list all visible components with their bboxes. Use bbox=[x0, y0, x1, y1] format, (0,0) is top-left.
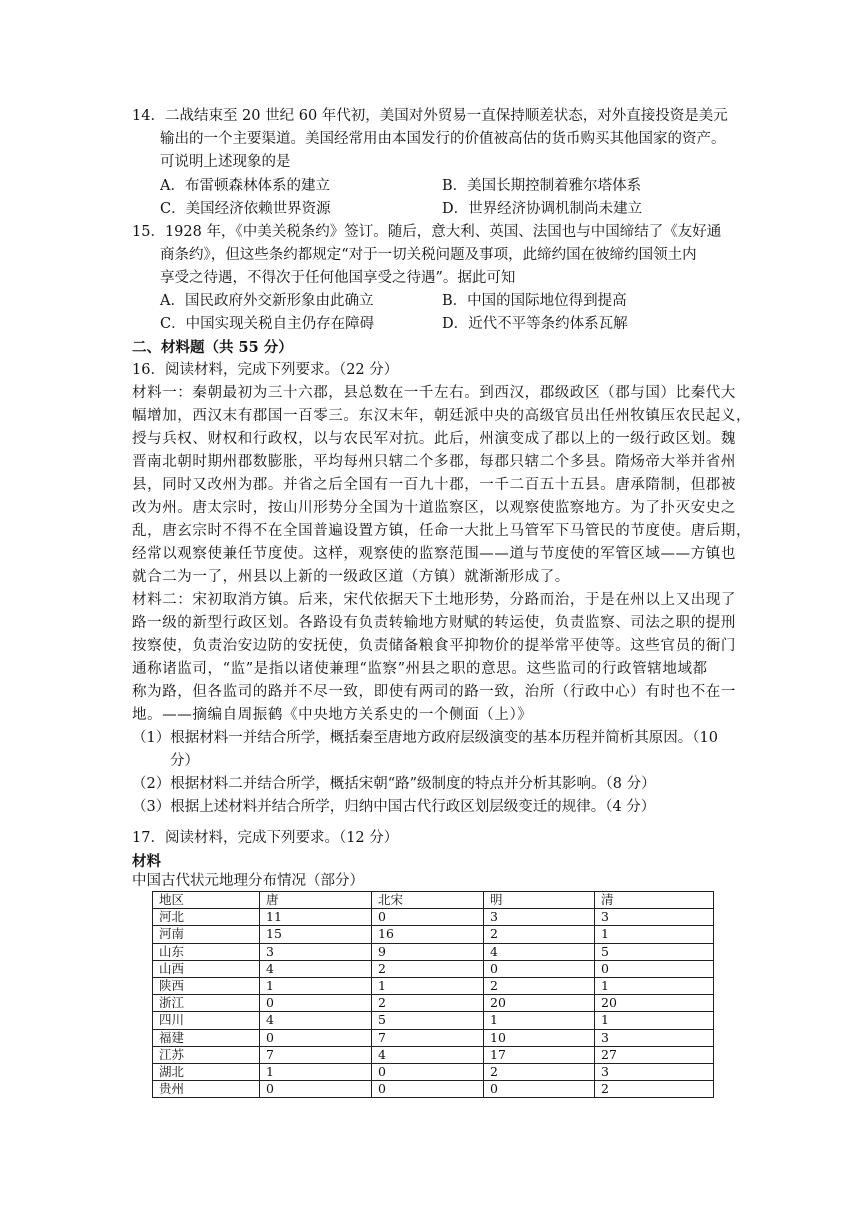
table-cell: 7 bbox=[372, 1029, 484, 1046]
q16-material2-line: 称为路，但各监司的路并不尽一致，即使有两司的路一致，治所（行政中心）有时也不在一 bbox=[132, 684, 736, 700]
table-cell: 0 bbox=[595, 960, 714, 977]
table-cell: 16 bbox=[372, 926, 484, 943]
q14-stem-line2: 输出的一个主要渠道。美国经常用由本国发行的价值被高估的货币购买其他国家的资产。 bbox=[160, 131, 726, 147]
table-row bbox=[153, 943, 714, 960]
table-cell: 2 bbox=[484, 1063, 595, 1080]
table-cell: 0 bbox=[372, 1081, 484, 1098]
table-cell: 11 bbox=[260, 909, 372, 926]
table-row bbox=[153, 1029, 714, 1046]
table-header-row bbox=[153, 892, 714, 909]
q16-material1-line: 乱，唐玄宗时不得不在全国普遍设置方镇，任命一大批上马管军下马管民的节度使。唐后期， bbox=[132, 523, 752, 539]
table-cell: 湖北 bbox=[153, 1063, 260, 1080]
table-cell: 3 bbox=[595, 909, 714, 926]
table-header-cell: 明 bbox=[484, 892, 595, 909]
zhuangyuan-distribution-table bbox=[152, 891, 714, 1098]
table-row bbox=[153, 995, 714, 1012]
q16-subquestion-3: （3）根据上述材料并结合所学，归纳中国古代行政区划层级变迁的规律。（4 分） bbox=[132, 799, 656, 815]
table-row bbox=[153, 909, 714, 926]
q14-option-b: B．美国长期控制着雅尔塔体系 bbox=[442, 178, 642, 194]
q16-subquestion-1-cont: 分） bbox=[170, 753, 199, 769]
table-cell: 20 bbox=[484, 995, 595, 1012]
table-row bbox=[153, 926, 714, 943]
table-cell: 3 bbox=[260, 943, 372, 960]
table-cell: 0 bbox=[372, 1063, 484, 1080]
q16-material1-line: 县，同时又改州为郡。并省之后全国有一百九十郡，一千二百五十五县。唐承隋制，但郡被 bbox=[132, 477, 736, 493]
table-cell: 山东 bbox=[153, 943, 260, 960]
table-cell: 1 bbox=[595, 977, 714, 994]
table-cell: 1 bbox=[260, 977, 372, 994]
table-row bbox=[153, 1012, 714, 1029]
table-cell: 1 bbox=[372, 977, 484, 994]
table-cell: 4 bbox=[260, 960, 372, 977]
table-cell: 贵州 bbox=[153, 1081, 260, 1098]
table-cell: 2 bbox=[595, 1081, 714, 1098]
table-row bbox=[153, 977, 714, 994]
table-cell: 河南 bbox=[153, 926, 260, 943]
table-cell: 4 bbox=[372, 1046, 484, 1063]
table-cell: 3 bbox=[484, 909, 595, 926]
table-cell: 江苏 bbox=[153, 1046, 260, 1063]
table-cell: 福建 bbox=[153, 1029, 260, 1046]
q16-material2-line: 通称诸监司，“监”是指以诸使兼理“监察”州县之职的意思。这些监司的行政管辖地域都 bbox=[132, 661, 708, 677]
q16-material2-line: 路一级的新型行政区划。各路设有负责转输地方财赋的转运使，负责监察、司法之职的提刑 bbox=[132, 615, 736, 631]
q16-material1-line: 经常以观察使兼任节度使。这样，观察使的监察范围——道与节度使的军管区域——方镇也 bbox=[132, 546, 736, 562]
table-cell: 1 bbox=[260, 1063, 372, 1080]
table-cell: 2 bbox=[484, 926, 595, 943]
table-row bbox=[153, 960, 714, 977]
q15-option-b: B．中国的国际地位得到提高 bbox=[442, 293, 627, 309]
table-cell: 27 bbox=[595, 1046, 714, 1063]
q14-stem-line3: 可说明上述现象的是 bbox=[160, 154, 291, 170]
table-cell: 3 bbox=[595, 1063, 714, 1080]
table-cell: 7 bbox=[260, 1046, 372, 1063]
table-cell: 5 bbox=[372, 1012, 484, 1029]
table-cell: 2 bbox=[484, 977, 595, 994]
q16-intro: 16．阅读材料，完成下列要求。（22 分） bbox=[132, 362, 399, 378]
q15-stem-line3: 享受之待遇，不得次于任何他国享受之待遇”。据此可知 bbox=[160, 270, 516, 286]
table-cell: 20 bbox=[595, 995, 714, 1012]
table-cell: 山西 bbox=[153, 960, 260, 977]
q16-material1-line: 改为州。唐太宗时，按山川形势分全国为十道监察区，以观察使监察地方。为了扑灭安史之 bbox=[132, 500, 736, 516]
q14-option-d: D．世界经济协调机制尚未建立 bbox=[442, 201, 643, 217]
q15-stem-line2: 商条约》，但这些条约都规定“对于一切关税问题及事项，此缔约国在彼缔约国领土内 bbox=[160, 247, 697, 263]
q14-stem-line1: 14．二战结束至 20 世纪 60 年代初，美国对外贸易一直保持顺差状态，对外直接投资是美元 bbox=[132, 108, 728, 124]
q16-subquestion-1: （1）根据材料一并结合所学，概括秦至唐地方政府层级演变的基本历程并简析其原因。（10 bbox=[132, 730, 718, 746]
table-row bbox=[153, 1081, 714, 1098]
table-cell: 0 bbox=[484, 960, 595, 977]
table-cell: 四川 bbox=[153, 1012, 260, 1029]
table-cell: 0 bbox=[260, 1081, 372, 1098]
table-cell: 10 bbox=[484, 1029, 595, 1046]
q17-table-caption: 中国古代状元地理分布情况（部分） bbox=[132, 873, 364, 889]
table-cell: 1 bbox=[595, 1012, 714, 1029]
table-cell: 2 bbox=[372, 995, 484, 1012]
q17-material-label: 材料 bbox=[132, 853, 161, 870]
table-cell: 2 bbox=[372, 960, 484, 977]
table-row bbox=[153, 1063, 714, 1080]
q16-material1-line: 授与兵权、财权和行政权，以与农民军对抗。此后，州演变成了郡以上的一级行政区划。魏 bbox=[132, 431, 736, 447]
table-cell: 3 bbox=[595, 1029, 714, 1046]
table-cell: 15 bbox=[260, 926, 372, 943]
table-cell: 0 bbox=[260, 1029, 372, 1046]
table-cell: 1 bbox=[595, 926, 714, 943]
q16-material2-line: 按察使，负责治安边防的安抚使，负责储备粮食平抑物价的提举常平使等。这些官员的衙门 bbox=[132, 638, 736, 654]
table-row bbox=[153, 1046, 714, 1063]
table-cell: 1 bbox=[484, 1012, 595, 1029]
table-cell: 0 bbox=[260, 995, 372, 1012]
table-header-cell: 唐 bbox=[260, 892, 372, 909]
table-header-cell: 北宋 bbox=[372, 892, 484, 909]
q16-subquestion-2: （2）根据材料二并结合所学，概括宋朝“路”级制度的特点并分析其影响。（8 分） bbox=[132, 776, 656, 792]
q16-material1-line: 材料一：秦朝最初为三十六郡，县总数在一千左右。到西汉，郡级政区（郡与国）比秦代大 bbox=[132, 385, 736, 401]
table-cell: 0 bbox=[372, 909, 484, 926]
q15-option-c: C．中国实现关税自主仍存在障碍 bbox=[160, 316, 375, 332]
q15-option-d: D．近代不平等条约体系瓦解 bbox=[442, 316, 628, 332]
q16-material1-line: 晋南北朝时期州郡数膨胀，平均每州只辖二个多郡，每郡只辖二个多县。隋炀帝大举并省州 bbox=[132, 454, 736, 470]
q16-material1-line: 幅增加，西汉末有郡国一百零三。东汉末年，朝廷派中央的高级官员出任州牧镇压农民起义， bbox=[132, 408, 752, 424]
q15-stem-line1: 15．1928 年，《中美关税条约》签订。随后，意大利、英国、法国也与中国缔结了《友好通 bbox=[132, 224, 722, 240]
table-cell: 河北 bbox=[153, 909, 260, 926]
section-heading: 二、材料题（共 55 分） bbox=[132, 339, 293, 356]
table-cell: 17 bbox=[484, 1046, 595, 1063]
q14-option-a: A．布雷顿森林体系的建立 bbox=[160, 178, 330, 194]
table-cell: 4 bbox=[260, 1012, 372, 1029]
q14-option-c: C．美国经济依赖世界资源 bbox=[160, 201, 331, 217]
table-header-cell: 清 bbox=[595, 892, 714, 909]
q16-material2-line: 材料二：宋初取消方镇。后来，宋代依据天下土地形势，分路而治，于是在州以上又出现了 bbox=[132, 592, 736, 608]
table-cell: 陕西 bbox=[153, 977, 260, 994]
table-cell: 浙江 bbox=[153, 995, 260, 1012]
table-header-cell: 地区 bbox=[153, 892, 260, 909]
table-cell: 4 bbox=[484, 943, 595, 960]
table-cell: 5 bbox=[595, 943, 714, 960]
q15-option-a: A．国民政府外交新形象由此确立 bbox=[160, 293, 374, 309]
table-cell: 9 bbox=[372, 943, 484, 960]
q17-intro: 17．阅读材料，完成下列要求。（12 分） bbox=[132, 830, 399, 846]
q16-material1-line: 就合二为一了，州县以上新的一级政区道（方镇）就渐渐形成了。 bbox=[132, 569, 570, 585]
q16-material2-source: 地。——摘编自周振鹤《中央地方关系史的一个侧面（上）》 bbox=[132, 707, 533, 723]
table-cell: 0 bbox=[484, 1081, 595, 1098]
